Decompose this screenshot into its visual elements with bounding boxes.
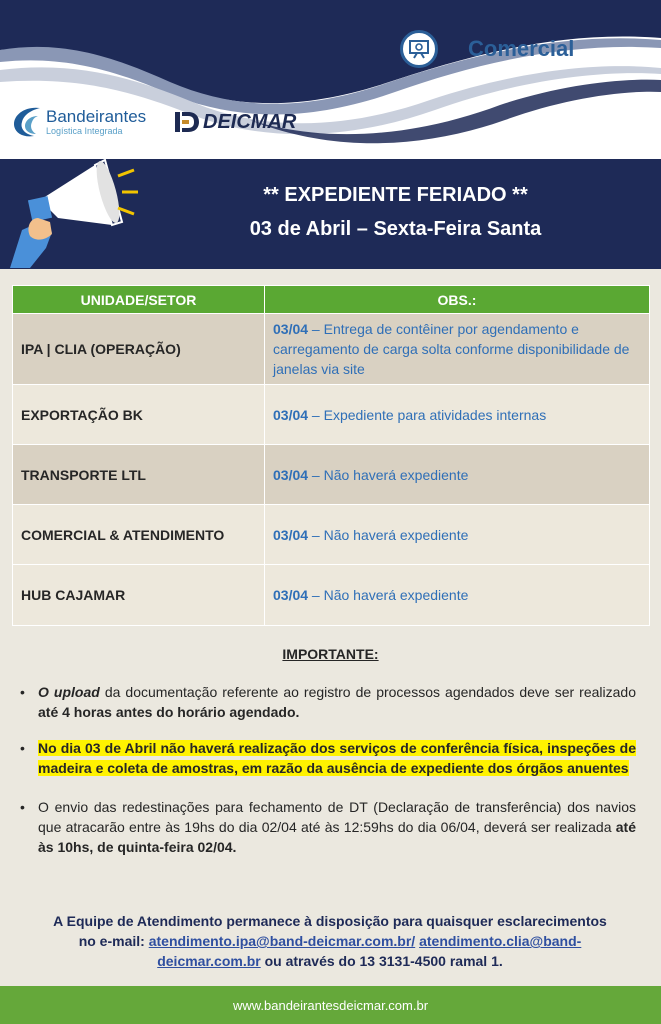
obs-cell bbox=[265, 385, 650, 445]
deicmar-logo bbox=[174, 110, 296, 134]
bandeirantes-logo bbox=[12, 104, 146, 140]
obs-date: 03/04 bbox=[273, 466, 309, 483]
column-header-unit: UNIDADE/SETOR bbox=[13, 286, 265, 314]
obs-date: 03/04 bbox=[273, 526, 309, 543]
megaphone-icon bbox=[0, 140, 140, 270]
obs-date: 03/04 bbox=[273, 587, 309, 603]
column-header-obs: OBS.: bbox=[265, 286, 650, 314]
contact-note bbox=[40, 911, 620, 971]
contact-prefix: no e-mail: bbox=[78, 933, 149, 949]
important-heading: IMPORTANTE: bbox=[282, 646, 379, 662]
obs-note: – Não haverá expediente bbox=[308, 466, 469, 483]
website-link[interactable]: www.bandeirantesdeicmar.com.br bbox=[232, 997, 429, 1013]
bullet-dot: • bbox=[20, 684, 25, 700]
table-row bbox=[13, 385, 650, 445]
obs-note: – Não haverá expediente bbox=[308, 587, 469, 603]
banner-title: ** EXPEDIENTE FERIADO ** bbox=[263, 184, 528, 206]
obs-cell bbox=[265, 314, 650, 385]
email-link-clia[interactable]: atendimento.clia@band-deicmar.com.br bbox=[157, 933, 582, 969]
unit-cell: TRANSPORTE LTL bbox=[13, 445, 265, 505]
contact-line-1: A Equipe de Atendimento permanece à disposição para quaisquer esclarecimentos bbox=[53, 913, 607, 929]
section-title: Comercial bbox=[468, 36, 575, 61]
email-link-ipa[interactable]: atendimento.ipa@band-deicmar.com.br/ bbox=[148, 933, 416, 949]
bandeirantes-name: Bandeirantes bbox=[46, 107, 147, 126]
schedule-table bbox=[12, 285, 650, 626]
contact-line-2 bbox=[40, 931, 620, 971]
bullet-bold: até 4 horas antes do horário agendado. bbox=[38, 704, 300, 720]
obs-note: – Não haverá expediente bbox=[308, 526, 469, 543]
header bbox=[0, 0, 661, 160]
unit-cell: COMERCIAL & ATENDIMENTO bbox=[13, 505, 265, 565]
bullet-dot: • bbox=[20, 740, 25, 756]
list-item bbox=[20, 738, 636, 778]
footer-bar bbox=[0, 986, 661, 1024]
highlighted-notice: No dia 03 de Abril não haverá realização dos serviços de conferência física, inspeções de madeira e coleta de amostras, em razão da ausência de expediente dos órgãos anuentes bbox=[38, 740, 636, 776]
banner-subtitle: 03 de Abril – Sexta-Feira Santa bbox=[249, 218, 542, 240]
obs-cell bbox=[265, 565, 650, 626]
deicmar-emblem-icon bbox=[174, 110, 200, 134]
deicmar-name: DEICMAR bbox=[203, 110, 297, 133]
unit-cell: IPA | CLIA (OPERAÇÃO) bbox=[13, 314, 265, 385]
obs-date: 03/04 bbox=[273, 321, 309, 337]
bullet-text bbox=[38, 682, 636, 722]
table-row bbox=[13, 314, 650, 385]
table-row bbox=[13, 505, 650, 565]
unit-cell: EXPORTAÇÃO BK bbox=[13, 385, 265, 445]
bullet-dot: • bbox=[20, 799, 25, 815]
bullet-bold: até às 10hs, de quinta-feira 02/04. bbox=[38, 819, 636, 855]
obs-note: – Expediente para atividades internas bbox=[308, 406, 547, 423]
bullet-body: O envio das redestinações para fechamento de DT (Declaração de transferência) dos navios que atracarão entre às 19hs do dia 02/04 até às 12:59hs do dia 06/04, deverá ser realizada bbox=[38, 799, 636, 835]
bullet-text bbox=[38, 797, 636, 857]
unit-cell: HUB CAJAMAR bbox=[13, 565, 265, 626]
upload-emphasis: O upload bbox=[38, 684, 100, 700]
table-row bbox=[13, 445, 650, 505]
obs-cell bbox=[265, 445, 650, 505]
bandeirantes-subtitle: Logística Integrada bbox=[46, 126, 123, 136]
table-row bbox=[13, 565, 650, 626]
bullet-text bbox=[38, 738, 636, 778]
bandeirantes-emblem-icon bbox=[12, 104, 42, 140]
list-item bbox=[20, 682, 636, 722]
obs-date: 03/04 bbox=[273, 406, 309, 423]
obs-cell bbox=[265, 505, 650, 565]
bullet-body: da documentação referente ao registro de processos agendados deve ser realizado bbox=[99, 684, 636, 700]
obs-note: – Entrega de contêiner por agendamento e carregamento de carga solta conforme disponibilidade de janelas via site bbox=[273, 321, 630, 377]
contact-suffix: ou através do 13 3131-4500 ramal 1. bbox=[260, 953, 503, 969]
presentation-board-icon bbox=[400, 30, 438, 68]
list-item bbox=[20, 797, 636, 857]
